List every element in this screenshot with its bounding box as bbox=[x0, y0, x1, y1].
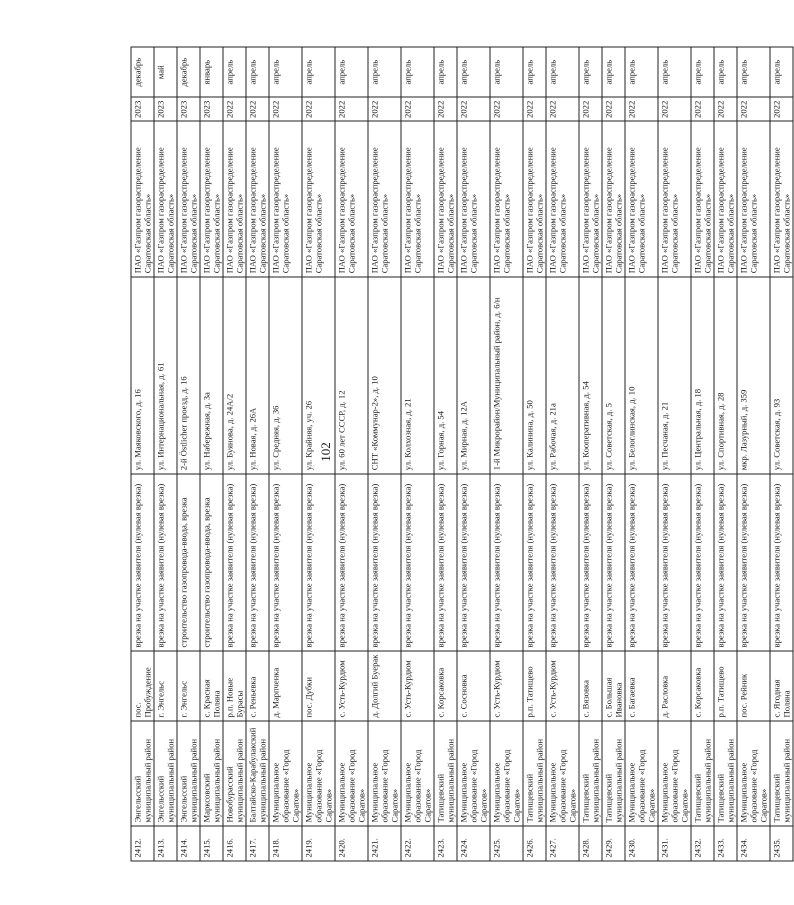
address-cell: ул. 60 лет СССР, д. 12 bbox=[335, 277, 368, 474]
month-cell: апрель bbox=[457, 47, 490, 97]
table-row bbox=[401, 47, 434, 861]
table-row bbox=[546, 47, 579, 861]
locality-cell: пос. Дубки bbox=[302, 651, 335, 721]
num-cell: 2430. bbox=[625, 826, 658, 861]
address-cell: ул. Средняя, д. 36 bbox=[269, 277, 302, 474]
table-row bbox=[490, 47, 523, 861]
address-cell: мкр. Лазурный, д. 359 bbox=[737, 277, 770, 474]
num-cell: 2421. bbox=[368, 826, 401, 861]
num-cell: 2419. bbox=[302, 826, 335, 861]
year-cell: 2022 bbox=[625, 97, 658, 121]
month-cell: апрель bbox=[714, 47, 737, 97]
month-cell: апрель bbox=[770, 47, 793, 97]
month-cell: апрель bbox=[246, 47, 269, 97]
district-cell: Энгельсский муниципальный район bbox=[177, 721, 200, 826]
district-cell: Энгельсский муниципальный район bbox=[131, 721, 154, 826]
locality-cell: р.п. Татищево bbox=[714, 651, 737, 721]
address-cell: ул. Крайняя, уч. 26 bbox=[302, 277, 335, 474]
month-cell: апрель bbox=[523, 47, 546, 97]
table-row bbox=[177, 47, 200, 861]
locality-cell: с. Большая Ивановка bbox=[602, 651, 625, 721]
work-cell: врезка на участке заявителя (нулевая врезка) bbox=[523, 474, 546, 651]
district-cell: Муниципальное образование «Город Саратов» bbox=[490, 721, 523, 826]
work-cell: врезка на участке заявителя (нулевая врезка) bbox=[302, 474, 335, 651]
work-cell: врезка на участке заявителя (нулевая врезка) bbox=[625, 474, 658, 651]
work-cell: врезка на участке заявителя (нулевая врезка) bbox=[368, 474, 401, 651]
address-cell: ул. Спортивная, д. 28 bbox=[714, 277, 737, 474]
month-cell: апрель bbox=[302, 47, 335, 97]
district-cell: Марксовский муниципальный район bbox=[200, 721, 223, 826]
table-row bbox=[737, 47, 770, 861]
address-cell: 2-й Östlicher проезд, д. 16 bbox=[177, 277, 200, 474]
num-cell: 2412. bbox=[131, 826, 154, 861]
district-cell: Муниципальное образование «Город Саратов» bbox=[737, 721, 770, 826]
year-cell: 2022 bbox=[269, 97, 302, 121]
year-cell: 2022 bbox=[457, 97, 490, 121]
num-cell: 2416. bbox=[223, 826, 246, 861]
table-row bbox=[523, 47, 546, 861]
year-cell: 2022 bbox=[434, 97, 457, 121]
locality-cell: г. Энгельс bbox=[154, 651, 177, 721]
owner-cell: ПАО «Газпром газораспределение Саратовская область» bbox=[131, 121, 154, 276]
month-cell: апрель bbox=[691, 47, 714, 97]
month-cell: май bbox=[154, 47, 177, 97]
owner-cell: ПАО «Газпром газораспределение Саратовская область» bbox=[177, 121, 200, 276]
work-cell: врезка на участке заявителя (нулевая врезка) bbox=[770, 474, 793, 651]
address-cell: ул. Горная, д. 54 bbox=[434, 277, 457, 474]
address-cell: ул. Набережная, д. 3а bbox=[200, 277, 223, 474]
year-cell: 2022 bbox=[490, 97, 523, 121]
year-cell: 2022 bbox=[246, 97, 269, 121]
year-cell: 2022 bbox=[223, 97, 246, 121]
locality-cell: с. Багаевка bbox=[625, 651, 658, 721]
year-cell: 2022 bbox=[579, 97, 602, 121]
num-cell: 2424. bbox=[457, 826, 490, 861]
num-cell: 2425. bbox=[490, 826, 523, 861]
work-cell: врезка на участке заявителя (нулевая врезка) bbox=[546, 474, 579, 651]
month-cell: апрель bbox=[546, 47, 579, 97]
month-cell: апрель bbox=[335, 47, 368, 97]
district-cell: Татищевский муниципальный район bbox=[714, 721, 737, 826]
work-cell: строительство газопровода-ввода, врезка bbox=[177, 474, 200, 651]
locality-cell: д. Расловка bbox=[658, 651, 691, 721]
work-cell: врезка на участке заявителя (нулевая врезка) bbox=[246, 474, 269, 651]
district-cell: Энгельсский муниципальный район bbox=[154, 721, 177, 826]
year-cell: 2022 bbox=[658, 97, 691, 121]
num-cell: 2426. bbox=[523, 826, 546, 861]
district-cell: Татищевский муниципальный район bbox=[579, 721, 602, 826]
address-cell: ул. Рабочая, д. 21а bbox=[546, 277, 579, 474]
table-row bbox=[602, 47, 625, 861]
address-cell: ул. Кооперативная, д. 54 bbox=[579, 277, 602, 474]
year-cell: 2023 bbox=[154, 97, 177, 121]
district-cell: Татищевский муниципальный район bbox=[523, 721, 546, 826]
table-row bbox=[625, 47, 658, 861]
table-row bbox=[770, 47, 793, 861]
locality-cell: с. Усть-Курдюм bbox=[490, 651, 523, 721]
table-row bbox=[223, 47, 246, 861]
owner-cell: ПАО «Газпром газораспределение Саратовская область» bbox=[401, 121, 434, 276]
month-cell: январь bbox=[200, 47, 223, 97]
owner-cell: ПАО «Газпром газораспределение Саратовская область» bbox=[602, 121, 625, 276]
work-cell: врезка на участке заявителя (нулевая врезка) bbox=[737, 474, 770, 651]
district-cell: Муниципальное образование «Город Саратов» bbox=[401, 721, 434, 826]
owner-cell: ПАО «Газпром газораспределение Саратовская область» bbox=[457, 121, 490, 276]
month-cell: апрель bbox=[490, 47, 523, 97]
owner-cell: ПАО «Газпром газораспределение Саратовская область» bbox=[625, 121, 658, 276]
owner-cell: ПАО «Газпром газораспределение Саратовская область» bbox=[579, 121, 602, 276]
work-cell: врезка на участке заявителя (нулевая врезка) bbox=[131, 474, 154, 651]
num-cell: 2413. bbox=[154, 826, 177, 861]
month-cell: апрель bbox=[602, 47, 625, 97]
table-row bbox=[368, 47, 401, 861]
month-cell: апрель bbox=[579, 47, 602, 97]
year-cell: 2023 bbox=[200, 97, 223, 121]
owner-cell: ПАО «Газпром газораспределение Саратовская область» bbox=[737, 121, 770, 276]
locality-cell: с. Усть-Курдюм bbox=[401, 651, 434, 721]
month-cell: апрель bbox=[625, 47, 658, 97]
locality-cell: с. Сосновка bbox=[457, 651, 490, 721]
address-cell: ул. Центральная, д. 18 bbox=[691, 277, 714, 474]
owner-cell: ПАО «Газпром газораспределение Саратовская область» bbox=[523, 121, 546, 276]
table-row bbox=[246, 47, 269, 861]
year-cell: 2022 bbox=[546, 97, 579, 121]
num-cell: 2427. bbox=[546, 826, 579, 861]
locality-cell: р.п. Татищево bbox=[523, 651, 546, 721]
locality-cell: с. Корсаковка bbox=[691, 651, 714, 721]
table-row bbox=[269, 47, 302, 861]
owner-cell: ПАО «Газпром газораспределение Саратовская область» bbox=[368, 121, 401, 276]
district-cell: Муниципальное образование «Город Саратов» bbox=[368, 721, 401, 826]
table-row bbox=[457, 47, 490, 861]
work-cell: врезка на участке заявителя (нулевая врезка) bbox=[457, 474, 490, 651]
year-cell: 2022 bbox=[523, 97, 546, 121]
month-cell: апрель bbox=[434, 47, 457, 97]
table-row bbox=[658, 47, 691, 861]
district-cell: Татищевский муниципальный район bbox=[691, 721, 714, 826]
work-cell: врезка на участке заявителя (нулевая врезка) bbox=[579, 474, 602, 651]
num-cell: 2422. bbox=[401, 826, 434, 861]
month-cell: декабрь bbox=[131, 47, 154, 97]
owner-cell: ПАО «Газпром газораспределение Саратовская область» bbox=[269, 121, 302, 276]
owner-cell: ПАО «Газпром газораспределение Саратовская область» bbox=[200, 121, 223, 276]
table-row bbox=[714, 47, 737, 861]
table-row bbox=[154, 47, 177, 861]
table-row bbox=[335, 47, 368, 861]
district-cell: Муниципальное образование «Город Саратов» bbox=[457, 721, 490, 826]
address-cell: ул. Новая, д. 26А bbox=[246, 277, 269, 474]
rotated-table-wrapper bbox=[131, 47, 792, 862]
district-cell: Татищевский муниципальный район bbox=[434, 721, 457, 826]
month-cell: апрель bbox=[223, 47, 246, 97]
table-row bbox=[579, 47, 602, 861]
work-cell: врезка на участке заявителя (нулевая врезка) bbox=[714, 474, 737, 651]
year-cell: 2022 bbox=[401, 97, 434, 121]
num-cell: 2435. bbox=[770, 826, 793, 861]
work-cell: врезка на участке заявителя (нулевая врезка) bbox=[154, 474, 177, 651]
num-cell: 2415. bbox=[200, 826, 223, 861]
month-cell: апрель bbox=[269, 47, 302, 97]
address-cell: ул. Мирная, д. 12А bbox=[457, 277, 490, 474]
year-cell: 2022 bbox=[691, 97, 714, 121]
address-cell: ул. Колхозная, д. 21 bbox=[401, 277, 434, 474]
address-cell: 1-й Микрорайон/Муниципальный район, д. 6/н bbox=[490, 277, 523, 474]
owner-cell: ПАО «Газпром газораспределение Саратовская область» bbox=[434, 121, 457, 276]
owner-cell: ПАО «Газпром газораспределение Саратовская область» bbox=[302, 121, 335, 276]
owner-cell: ПАО «Газпром газораспределение Саратовская область» bbox=[770, 121, 793, 276]
district-cell: Муниципальное образование «Город Саратов» bbox=[625, 721, 658, 826]
locality-cell: р.п. Новые Бурасы bbox=[223, 651, 246, 721]
locality-cell: д. Долгий Буерак bbox=[368, 651, 401, 721]
owner-cell: ПАО «Газпром газораспределение Саратовская область» bbox=[714, 121, 737, 276]
month-cell: апрель bbox=[658, 47, 691, 97]
address-cell: СНТ «Коммунар-2», д. 10 bbox=[368, 277, 401, 474]
district-cell: Муниципальное образование «Город Саратов» bbox=[335, 721, 368, 826]
work-cell: врезка на участке заявителя (нулевая врезка) bbox=[223, 474, 246, 651]
year-cell: 2022 bbox=[602, 97, 625, 121]
locality-cell: д. Марпченка bbox=[269, 651, 302, 721]
address-cell: ул. Советская, д. 5 bbox=[602, 277, 625, 474]
gasification-table bbox=[131, 47, 794, 862]
table-row bbox=[302, 47, 335, 861]
num-cell: 2423. bbox=[434, 826, 457, 861]
locality-cell: с. Красная Поляна bbox=[200, 651, 223, 721]
work-cell: врезка на участке заявителя (нулевая врезка) bbox=[335, 474, 368, 651]
district-cell: Татищевский муниципальный район bbox=[602, 721, 625, 826]
locality-cell: с. Корсаковка bbox=[434, 651, 457, 721]
owner-cell: ПАО «Газпром газораспределение Саратовская область» bbox=[546, 121, 579, 276]
work-cell: врезка на участке заявителя (нулевая врезка) bbox=[490, 474, 523, 651]
district-cell: Муниципальное образование «Город Саратов» bbox=[302, 721, 335, 826]
work-cell: врезка на участке заявителя (нулевая врезка) bbox=[401, 474, 434, 651]
owner-cell: ПАО «Газпром газораспределение Саратовская область» bbox=[154, 121, 177, 276]
locality-cell: с. Реньевка bbox=[246, 651, 269, 721]
month-cell: апрель bbox=[401, 47, 434, 97]
num-cell: 2432. bbox=[691, 826, 714, 861]
owner-cell: ПАО «Газпром газораспределение Саратовская область» bbox=[246, 121, 269, 276]
work-cell: врезка на участке заявителя (нулевая врезка) bbox=[602, 474, 625, 651]
table-row bbox=[691, 47, 714, 861]
year-cell: 2022 bbox=[770, 97, 793, 121]
num-cell: 2414. bbox=[177, 826, 200, 861]
locality-cell: с. Ягодная Поляна bbox=[770, 651, 793, 721]
month-cell: апрель bbox=[737, 47, 770, 97]
owner-cell: ПАО «Газпром газораспределение Саратовская область» bbox=[490, 121, 523, 276]
table-body bbox=[131, 47, 793, 861]
district-cell: Балтайско-Карабулакский муниципальный район bbox=[246, 721, 269, 826]
address-cell: ул. Интернациональная, д. 61 bbox=[154, 277, 177, 474]
year-cell: 2023 bbox=[131, 97, 154, 121]
work-cell: строительство газопровода-ввода, врезка bbox=[200, 474, 223, 651]
num-cell: 2417. bbox=[246, 826, 269, 861]
year-cell: 2022 bbox=[714, 97, 737, 121]
owner-cell: ПАО «Газпром газораспределение Саратовская область» bbox=[658, 121, 691, 276]
work-cell: врезка на участке заявителя (нулевая врезка) bbox=[658, 474, 691, 651]
month-cell: декабрь bbox=[177, 47, 200, 97]
address-cell: ул. Белоглинская, д. 10 bbox=[625, 277, 658, 474]
work-cell: врезка на участке заявителя (нулевая врезка) bbox=[434, 474, 457, 651]
num-cell: 2431. bbox=[658, 826, 691, 861]
year-cell: 2022 bbox=[335, 97, 368, 121]
page-number: 102 bbox=[318, 442, 333, 462]
table-row bbox=[131, 47, 154, 861]
num-cell: 2434. bbox=[737, 826, 770, 861]
num-cell: 2418. bbox=[269, 826, 302, 861]
locality-cell: с. Усть-Курдюм bbox=[546, 651, 579, 721]
num-cell: 2420. bbox=[335, 826, 368, 861]
address-cell: ул. Буянова, д. 24А/2 bbox=[223, 277, 246, 474]
address-cell: ул. Песчаная, д. 21 bbox=[658, 277, 691, 474]
year-cell: 2022 bbox=[368, 97, 401, 121]
table-row bbox=[200, 47, 223, 861]
num-cell: 2433. bbox=[714, 826, 737, 861]
district-cell: Татищевский муниципальный район bbox=[770, 721, 793, 826]
district-cell: Муниципальное образование «Город Саратов» bbox=[269, 721, 302, 826]
work-cell: врезка на участке заявителя (нулевая врезка) bbox=[269, 474, 302, 651]
address-cell: ул. Маяковского, д. 16 bbox=[131, 277, 154, 474]
locality-cell: с. Вязовка bbox=[579, 651, 602, 721]
owner-cell: ПАО «Газпром газораспределение Саратовская область» bbox=[691, 121, 714, 276]
district-cell: Муниципальное образование «Город Саратов» bbox=[546, 721, 579, 826]
table-row bbox=[434, 47, 457, 861]
locality-cell: пос. Рейник bbox=[737, 651, 770, 721]
owner-cell: ПАО «Газпром газораспределение Саратовская область» bbox=[223, 121, 246, 276]
locality-cell: с. Усть-Курдюм bbox=[335, 651, 368, 721]
owner-cell: ПАО «Газпром газораспределение Саратовская область» bbox=[335, 121, 368, 276]
year-cell: 2022 bbox=[302, 97, 335, 121]
month-cell: апрель bbox=[368, 47, 401, 97]
num-cell: 2429. bbox=[602, 826, 625, 861]
year-cell: 2022 bbox=[737, 97, 770, 121]
district-cell: Новобурасский муниципальный район bbox=[223, 721, 246, 826]
locality-cell: г. Энгельс bbox=[177, 651, 200, 721]
work-cell: врезка на участке заявителя (нулевая врезка) bbox=[691, 474, 714, 651]
address-cell: ул. Советская, д. 93 bbox=[770, 277, 793, 474]
num-cell: 2428. bbox=[579, 826, 602, 861]
year-cell: 2023 bbox=[177, 97, 200, 121]
address-cell: ул. Калинина, д. 50 bbox=[523, 277, 546, 474]
district-cell: Муниципальное образование «Город Саратов» bbox=[658, 721, 691, 826]
locality-cell: пос. Пробуждение bbox=[131, 651, 154, 721]
